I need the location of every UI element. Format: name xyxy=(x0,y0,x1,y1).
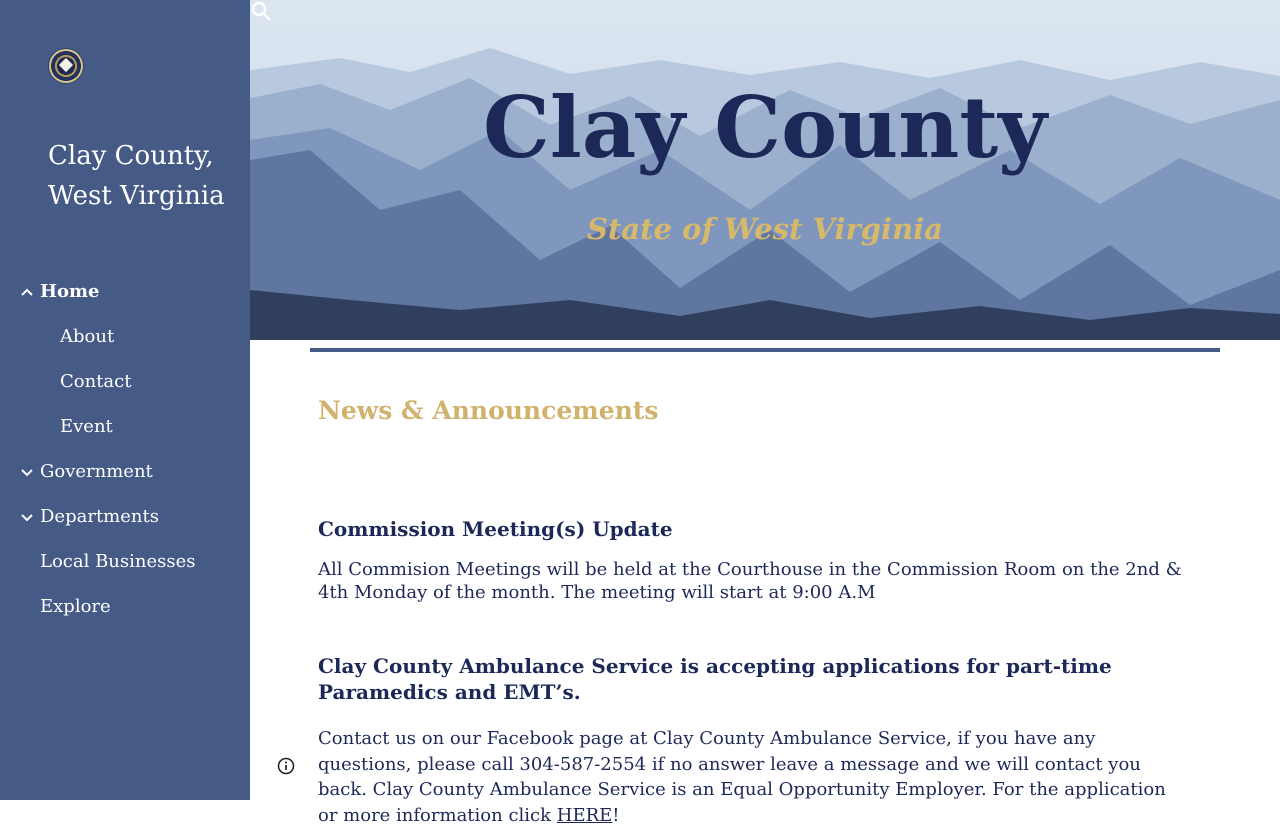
nav-item-about[interactable] xyxy=(0,320,250,354)
nav-item-home[interactable] xyxy=(0,275,250,309)
nav-label: Explore xyxy=(40,596,111,617)
site-title[interactable]: Clay County, West Virginia xyxy=(48,141,225,211)
search-icon[interactable] xyxy=(250,0,274,24)
nav-label: Contact xyxy=(60,371,132,392)
divider xyxy=(310,348,1220,352)
nav-item-contact[interactable] xyxy=(0,365,250,399)
nav-label: Departments xyxy=(40,506,159,527)
nav-item-departments[interactable] xyxy=(0,500,250,534)
nav-label: Home xyxy=(40,281,100,302)
sidebar xyxy=(0,0,250,800)
county-seal-icon[interactable] xyxy=(49,49,83,83)
nav-label: Government xyxy=(40,461,153,482)
article-title: Commission Meeting(s) Update xyxy=(318,517,673,541)
nav-label: Event xyxy=(60,416,113,437)
article-body: All Commision Meetings will be held at the Courthouse in the Commission Room on the 2nd & 4th Monday of the month. The meeting will start at 9:00 A.M xyxy=(318,559,1182,603)
chevron-down-icon[interactable] xyxy=(20,510,34,524)
article-title: Clay County Ambulance Service is accepting applications for part-time Paramedics and EMT’s. xyxy=(318,654,1112,704)
hero-banner xyxy=(250,0,1280,340)
article-body-end: ! xyxy=(612,804,620,826)
nav-item-government[interactable] xyxy=(0,455,250,489)
article-body-text: Contact us on our Facebook page at Clay County Ambulance Service, if you have any questions, please call 304-587-2554 if no answer leave a message and we will contact you back. Clay County Ambulance Service is an Equal Opportunity Employer. For the application or more information click xyxy=(318,728,1166,826)
application-link[interactable]: HERE xyxy=(556,804,613,826)
nav-item-explore[interactable] xyxy=(0,590,250,624)
chevron-down-icon[interactable] xyxy=(20,465,34,479)
info-icon[interactable] xyxy=(277,757,295,775)
nav-item-event[interactable] xyxy=(0,410,250,444)
chevron-up-icon[interactable] xyxy=(20,285,34,299)
news-heading: News & Announcements xyxy=(318,396,659,425)
hero-subtitle: State of West Virginia xyxy=(587,212,943,246)
nav-label: Local Businesses xyxy=(40,551,196,572)
nav-label: About xyxy=(60,326,115,347)
hero-title: Clay County xyxy=(483,78,1047,177)
article-body xyxy=(318,726,1188,828)
nav-item-local-businesses[interactable] xyxy=(0,545,250,579)
